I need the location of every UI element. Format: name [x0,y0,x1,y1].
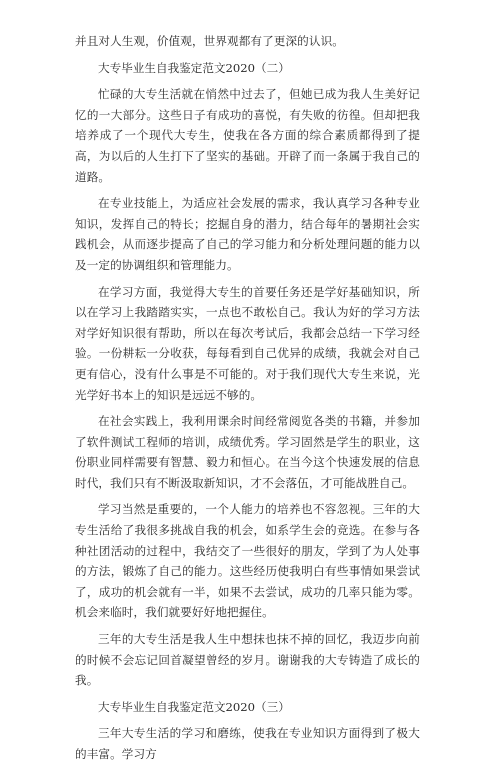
paragraph-section3-start: 三年大专生活的学习和磨练，使我在专业知识方面得到了极大的丰富。学习方 [75,726,420,761]
section-2-title: 大专毕业生自我鉴定范文2020（二） [98,60,290,75]
lead-paragraph: 并且对人生观，价值观，世界观都有了更深的认识。 [75,34,344,48]
paragraph-practice: 在社会实践上，我利用课余时间经常阅览各类的书籍，并参加了软件测试工程师的培训，成绩优秀。学习固然是学生的职业，这份职业同样需要有智慧、毅力和恒心。在当今这个快速发展的信息时代，我们只有不断汲取新知识，才不会落伍，才可能战胜自己。 [75,414,420,490]
section-3-title: 大专毕业生自我鉴定范文2020（三） [98,699,290,714]
paragraph-closing: 三年的大专生活是我人生中想抹也抹不掉的回忆，我迈步向前的时候不会忘记回首凝望曾经的岁月。谢谢我的大专铸造了成长的我。 [75,632,420,688]
paragraph-skills: 在专业技能上，为适应社会发展的需求，我认真学习各种专业知识，发挥自己的特长；挖掘自身的潜力，结合每年的暑期社会实践机会，从而逐步提高了自己的学习能力和分析处理问题的能力以及一定的协调组织和管理能力。 [75,196,420,272]
paragraph-study: 在学习方面，我觉得大专生的首要任务还是学好基础知识，所以在学习上我踏踏实实，一点也不敢松自己。我认为好的学习方法对学好知识很有帮助，所以在每次考试后，我都会总结一下学习经验。一份耕耘一分收获，每每看到自己优异的成绩，我就会对自己更有信心，没有什么事是不可能的。对于我们现代大专生来说，光光学好书本上的知识是远远不够的。 [75,284,420,402]
paragraph-intro: 忙碌的大专生活就在悄然中过去了，但她已成为我人生美好记忆的一大部分。这些日子有成功的喜悦，有失败的彷徨。但却把我培养成了一个现代大专生，使我在各方面的综合素质都得到了提高，为以后的人生打下了坚实的基础。开辟了而一条属于我自己的道路。 [75,87,420,184]
paragraph-ability: 学习当然是重要的，一个人能力的培养也不容忽视。三年的大专生活给了我很多挑战自我的机会，如系学生会的竞选。在参与各种社团活动的过程中，我结交了一些很好的朋友，学到了为人处事的方法，锻炼了自己的能力。这些经历使我明白有些事情如果尝试了，成功的机会就有一半，如果不去尝试，成功的几率只能为零。机会来临时，我们就要好好地把握住。 [75,502,420,620]
document-body [75,31,420,771]
